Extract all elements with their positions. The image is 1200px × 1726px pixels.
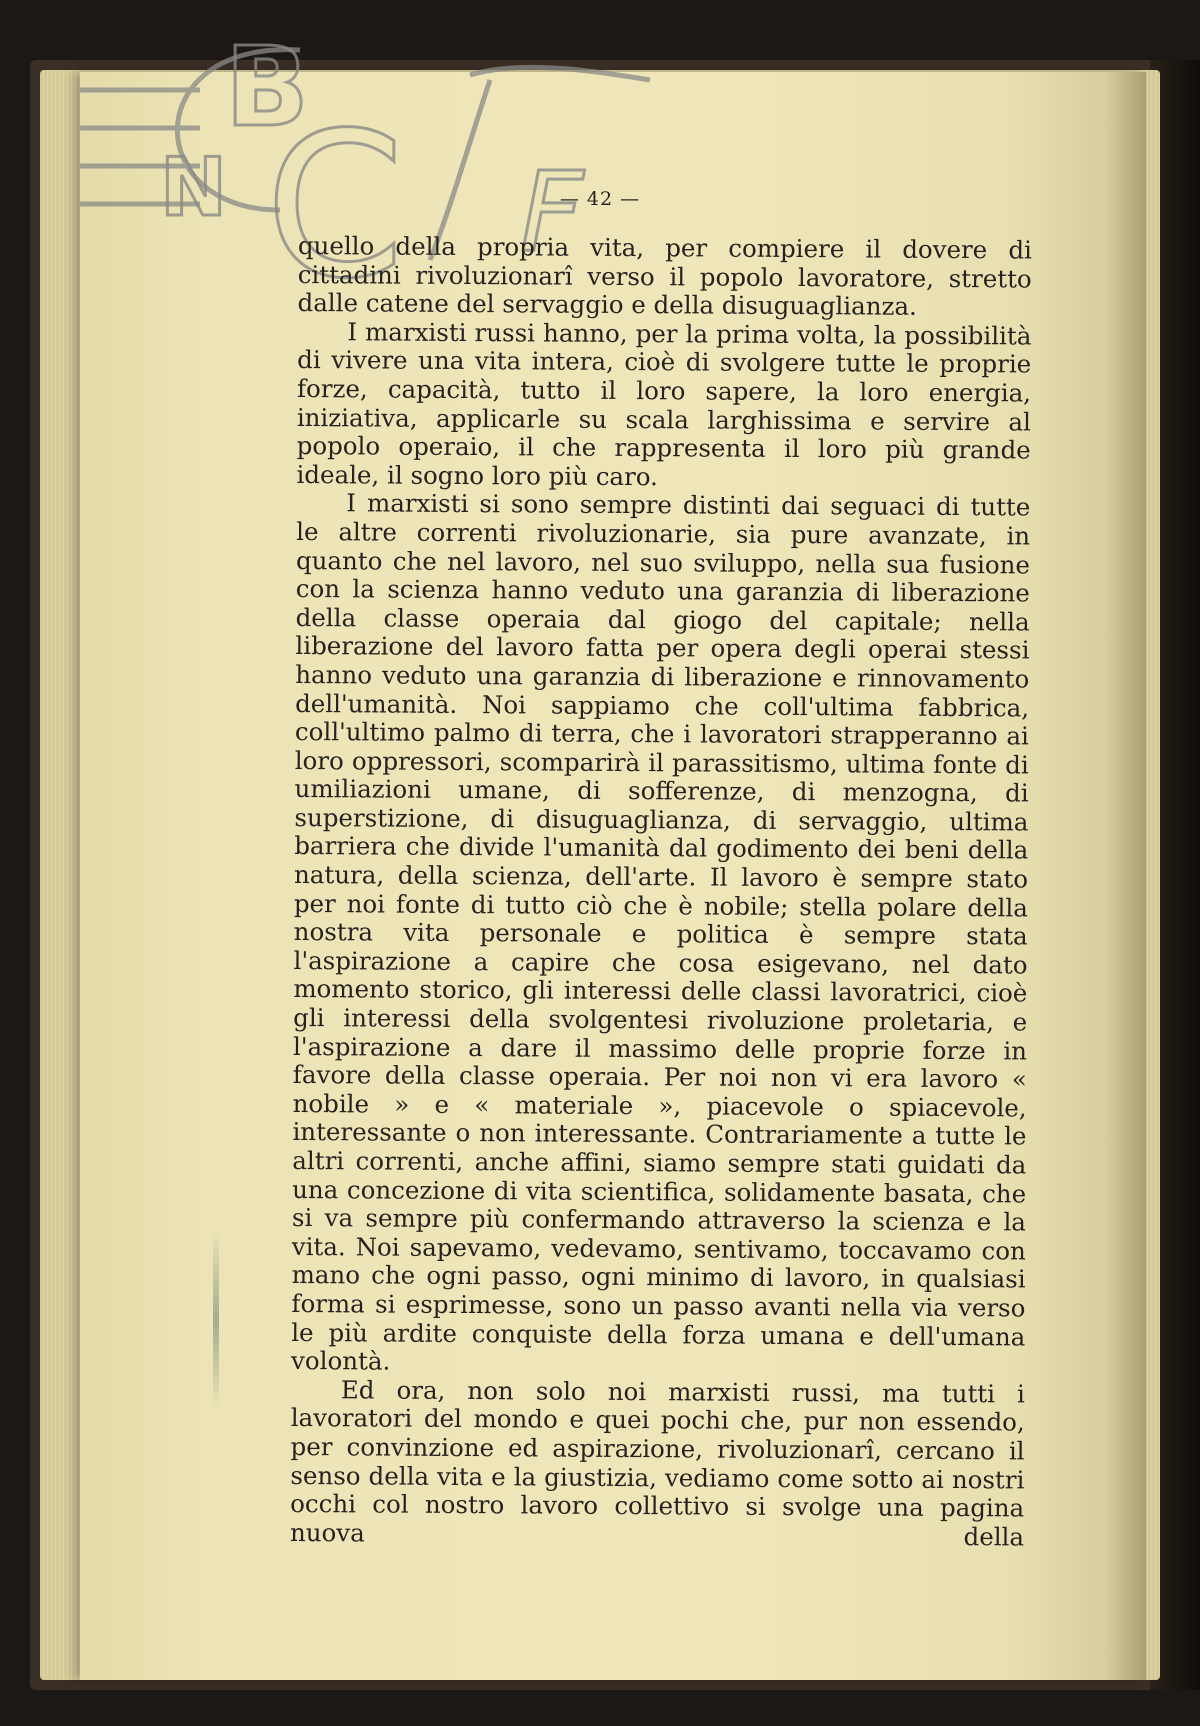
watermark-letter-n: N <box>160 141 227 234</box>
watermark-letter-c: C <box>265 90 405 280</box>
page-number: — 42 — <box>559 188 641 210</box>
paragraph-3: I marxisti si sono sempre distinti dai seguaci di tutte le altre correnti rivoluzionarie, sia pure avanzate, in quanto che nel lavoro, nel suo sviluppo, nella sua fusione con la scienza hanno veduto una garanzia di liberazione della classe operaia dal giogo del capitale; nella liberazione del lavoro fatta per opera degli operai stessi hanno veduto una garanzia di liberazione e rinnovamento dell'umanità. Noi sappiamo che coll'ultima fabbrica, coll'ultimo palmo di terra, che i lavoratori strapperanno ai loro oppressori, scomparirà il parassitismo, ultima fonte di umiliazioni umane, di sofferenze, di menzogna, di superstizione, di disuguaglianza, di servaggio, ultima barriera che divide l'umanità dal godimento dei beni della natura, della scienza, dell'arte. Il lavoro è sempre stato per noi fonte di tutto ciò che è nobile; stella polare della nostra vita personale e politica è sempre stata l'aspirazione a capire che cosa esigevano, nel dato momento storico, gli interessi delle classi lavoratrici, cioè gli interessi della svolgentesi rivoluzione proletaria, e l'aspirazione a dare il massimo delle proprie forze in favore della classe operaia. Per noi non vi era lavoro « nobile » e « materiale », piacevole o spiacevole, interessante o non interessante. Contrariamente a tutte le altri correnti, anche affini, siamo sempre stati guidati da una concezione di vita scientifica, solidamente basata, che si va sempre più confermando attraverso la scienza e la vita. Noi sapevamo, vedevamo, sentivamo, toccavamo con mano che ogni passo, ogni minimo di lavoro, in qualsiasi forma si esprimesse, sono un passo avanti nella via verso le più ardite conquiste della forza umana e dell'umana volontà. <box>291 488 1031 1376</box>
watermark-letter-b: B <box>225 23 309 151</box>
paragraph-1: quello della propria vita, per compiere il dovere di cittadini rivoluzionarî verso il popolo lavoratore, stretto dalle catene del servaggio e della disuguaglianza. <box>297 231 1032 321</box>
watermark-letter-f: F <box>520 148 584 276</box>
margin-pencil-mark <box>213 1230 219 1410</box>
paragraph-2: I marxisti russi hanno, per la prima volta, la possibilità di vivere una vita intera, cioè di svolgere tutte le proprie forze, capacità, tutto il loro sapere, la loro energia, iniziativa, applicarle su scala larghissima e servire al popolo operaio, il che rappresenta il loro più grande ideale, il sogno loro più caro. <box>296 317 1032 491</box>
body-text <box>290 232 1032 1552</box>
paragraph-4: Ed ora, non solo noi marxisti russi, ma tutti i lavoratori del mondo e quei pochi che, pur non essendo, per convinzione ed aspirazione, rivoluzionarî, cercano il senso della vita e la giustizia, vediamo come sotto ai nostri occhi col nostro lavoro collettivo si svolge una pagina nuova della <box>289 1375 1026 1552</box>
